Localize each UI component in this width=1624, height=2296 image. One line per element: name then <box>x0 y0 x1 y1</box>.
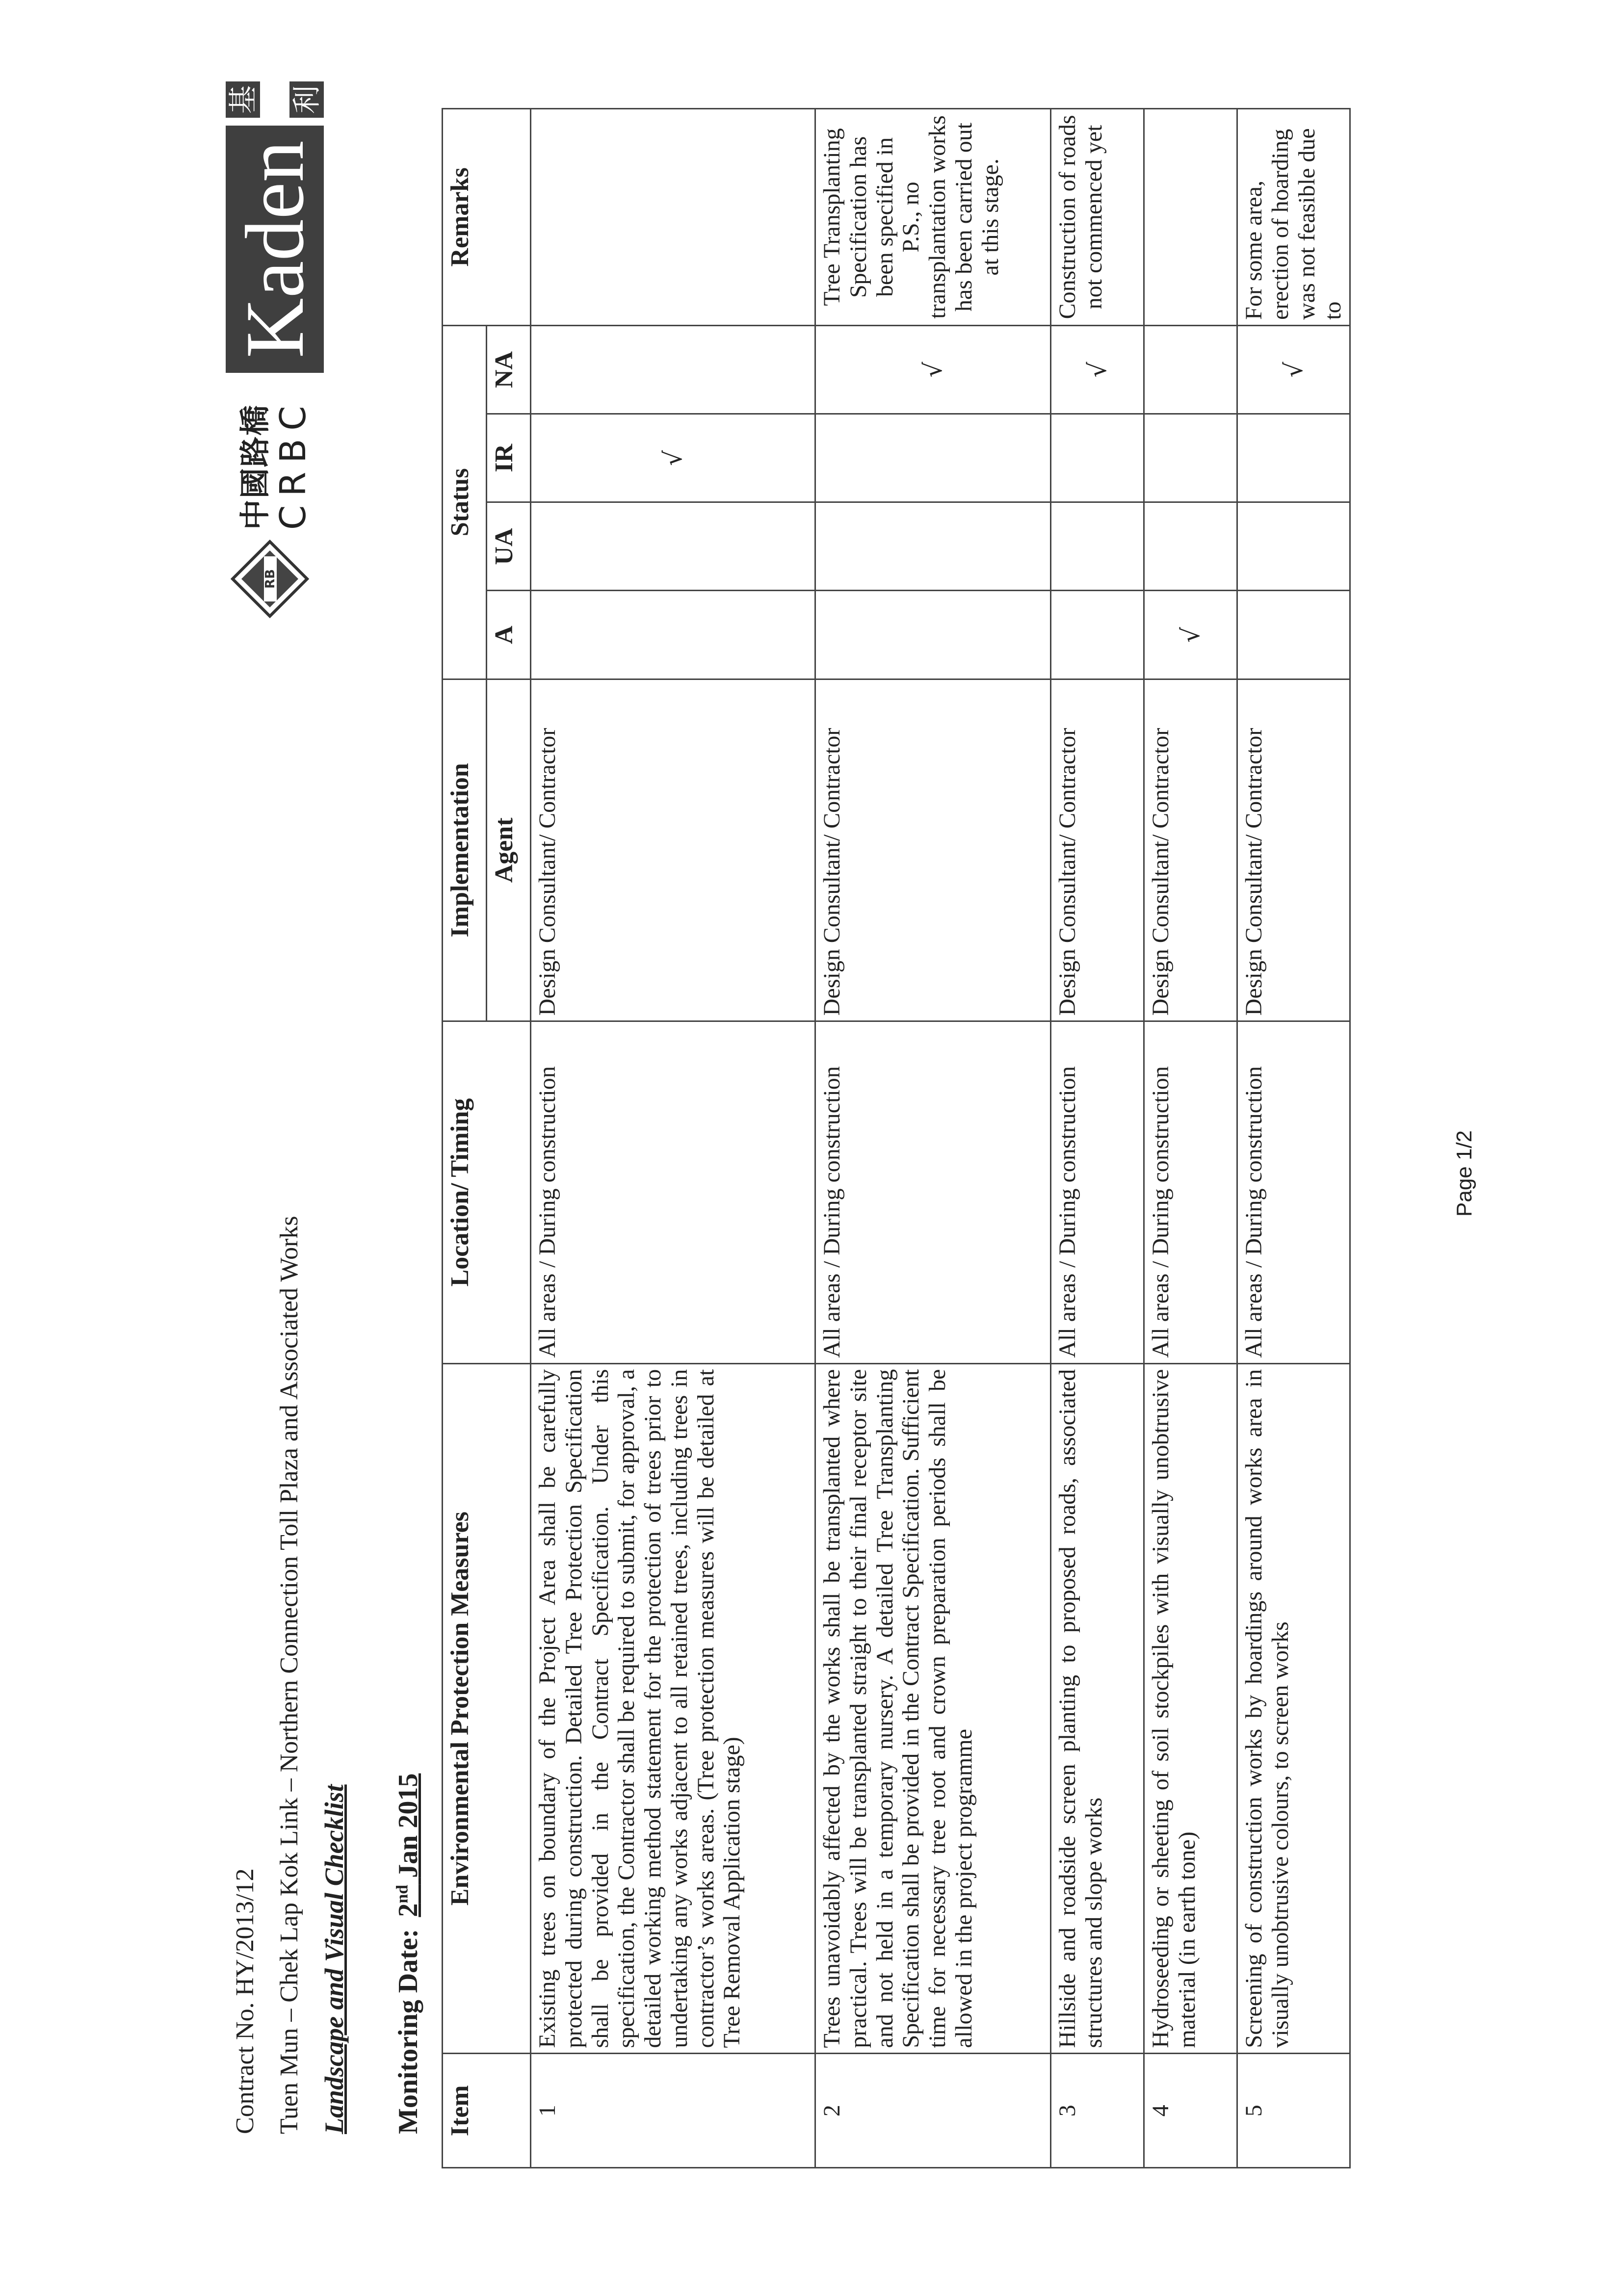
header-implementation: Implementation <box>443 679 487 1021</box>
header-item: Item <box>443 2054 531 2168</box>
row-item: 2 <box>815 2054 1051 2168</box>
row-measure: Existing trees on boundary of the Project Area shall be carefully protected during construction. Detailed Tree Protection Specification shall be provided in the Contract Specification. Under this specification, the Contractor shall be required to submit, for approval, a detailed working method statement for the protection of trees prior to undertaking any works adjacent to all retained trees, including trees in contractor’s works areas. (Tree protection measures will be detailed at Tree Removal Application stage) <box>531 1363 815 2054</box>
crbc-english-name: CRBC <box>272 397 314 530</box>
row-remarks <box>1144 109 1237 326</box>
kaden-logo: Kaden <box>226 126 324 373</box>
row-status-ir <box>1051 414 1144 502</box>
row-agent: Design Consultant/ Contractor <box>1237 679 1350 1021</box>
row-status-na <box>1144 325 1237 414</box>
row-status-a <box>1051 591 1144 679</box>
header-location: Location/ Timing <box>443 1021 531 1364</box>
monitoring-month-year: Jan 2015 <box>393 1773 423 1878</box>
rb-logo-text: RB <box>263 569 278 589</box>
row-item: 5 <box>1237 2054 1350 2168</box>
row-status-ir <box>815 414 1051 502</box>
row-status-ua <box>1237 502 1350 591</box>
rb-logo-icon <box>231 540 309 618</box>
header-status: Status <box>443 325 487 679</box>
table-row <box>1051 109 1144 2168</box>
header-agent: Agent <box>487 679 531 1021</box>
row-remarks <box>531 109 815 326</box>
row-measure: Hillside and roadside screen planting to proposed roads, associated structures and slope works <box>1051 1363 1144 2054</box>
row-status-ir <box>1237 414 1350 502</box>
monitoring-day-suffix: nd <box>393 1884 412 1904</box>
monitoring-label: Monitoring Date: <box>393 1929 423 2134</box>
row-remarks: For some area, erection of hoarding was not feasible due to <box>1237 109 1350 326</box>
table-row <box>815 109 1051 2168</box>
row-remarks: Construction of roads not commenced yet <box>1051 109 1144 326</box>
row-item: 1 <box>531 2054 815 2168</box>
page-number: Page 1/2 <box>1452 1130 1476 1217</box>
row-status-ua <box>815 502 1051 591</box>
monitoring-day: 2 <box>393 1903 423 1917</box>
row-location: All areas / During construction <box>1237 1021 1350 1364</box>
kaden-logo-cn-2: 利 <box>289 81 324 118</box>
header-status-na: NA <box>487 325 531 414</box>
row-status-na: √ <box>1051 325 1144 414</box>
row-status-a: √ <box>1144 591 1237 679</box>
header-status-ir: IR <box>487 414 531 502</box>
row-status-na: √ <box>1237 325 1350 414</box>
row-status-a <box>815 591 1051 679</box>
row-location: All areas / During construction <box>1051 1021 1144 1364</box>
row-location: All areas / During construction <box>531 1021 815 1364</box>
monitoring-date-value <box>393 1759 423 1922</box>
row-status-na <box>531 325 815 414</box>
checklist-title: Landscape and Visual Checklist <box>319 1784 349 2134</box>
table-row <box>1237 109 1350 2168</box>
row-status-a <box>1237 591 1350 679</box>
header-remarks: Remarks <box>443 109 531 326</box>
row-location: All areas / During construction <box>1144 1021 1237 1364</box>
row-item: 3 <box>1051 2054 1144 2168</box>
row-measure: Screening of construction works by hoardings around works area in visually unobtrusive colours, to screen works <box>1237 1363 1350 2054</box>
row-status-ua <box>1144 502 1237 591</box>
table-row <box>531 109 815 2168</box>
monitoring-date <box>393 1759 424 2134</box>
row-agent: Design Consultant/ Contractor <box>815 679 1051 1021</box>
checklist-table <box>442 108 1351 2168</box>
crbc-chinese-name: 中國路橋 <box>237 404 273 530</box>
row-location: All areas / During construction <box>815 1021 1051 1364</box>
row-agent: Design Consultant/ Contractor <box>1144 679 1237 1021</box>
row-status-ua <box>1051 502 1144 591</box>
contract-number: Contract No. HY/2013/12 <box>231 1868 259 2134</box>
header-status-ua: UA <box>487 502 531 591</box>
row-agent: Design Consultant/ Contractor <box>531 679 815 1021</box>
row-measure: Hydroseeding or sheeting of soil stockpiles with visually unobtrusive material (in earth tone) <box>1144 1363 1237 2054</box>
row-item: 4 <box>1144 2054 1237 2168</box>
row-status-ir: √ <box>531 414 815 502</box>
row-status-na: √ <box>815 325 1051 414</box>
row-status-ua <box>531 502 815 591</box>
table-row <box>1144 109 1237 2168</box>
project-title: Tuen Mun – Chek Lap Kok Link – Northern Connection Toll Plaza and Associated Works <box>275 1216 303 2134</box>
row-status-a <box>531 591 815 679</box>
row-remarks: Tree Transplanting Specification has been specified in P.S., no transplantation works has been carried out at this stage. <box>815 109 1051 326</box>
header-status-a: A <box>487 591 531 679</box>
row-agent: Design Consultant/ Contractor <box>1051 679 1144 1021</box>
row-status-ir <box>1144 414 1237 502</box>
row-measure: Trees unavoidably affected by the works shall be transplanted where practical. Trees will be transplanted straight to their final receptor site and not held in a temporary nursery. A detailed Tree Transplanting Specification shall be provided in the Contract Specification. Sufficient time for necessary tree root and crown preparation periods shall be allowed in the project programme <box>815 1363 1051 2054</box>
kaden-logo-cn-1: 基 <box>226 81 260 118</box>
header-measures: Environmental Protection Measures <box>443 1363 531 2054</box>
